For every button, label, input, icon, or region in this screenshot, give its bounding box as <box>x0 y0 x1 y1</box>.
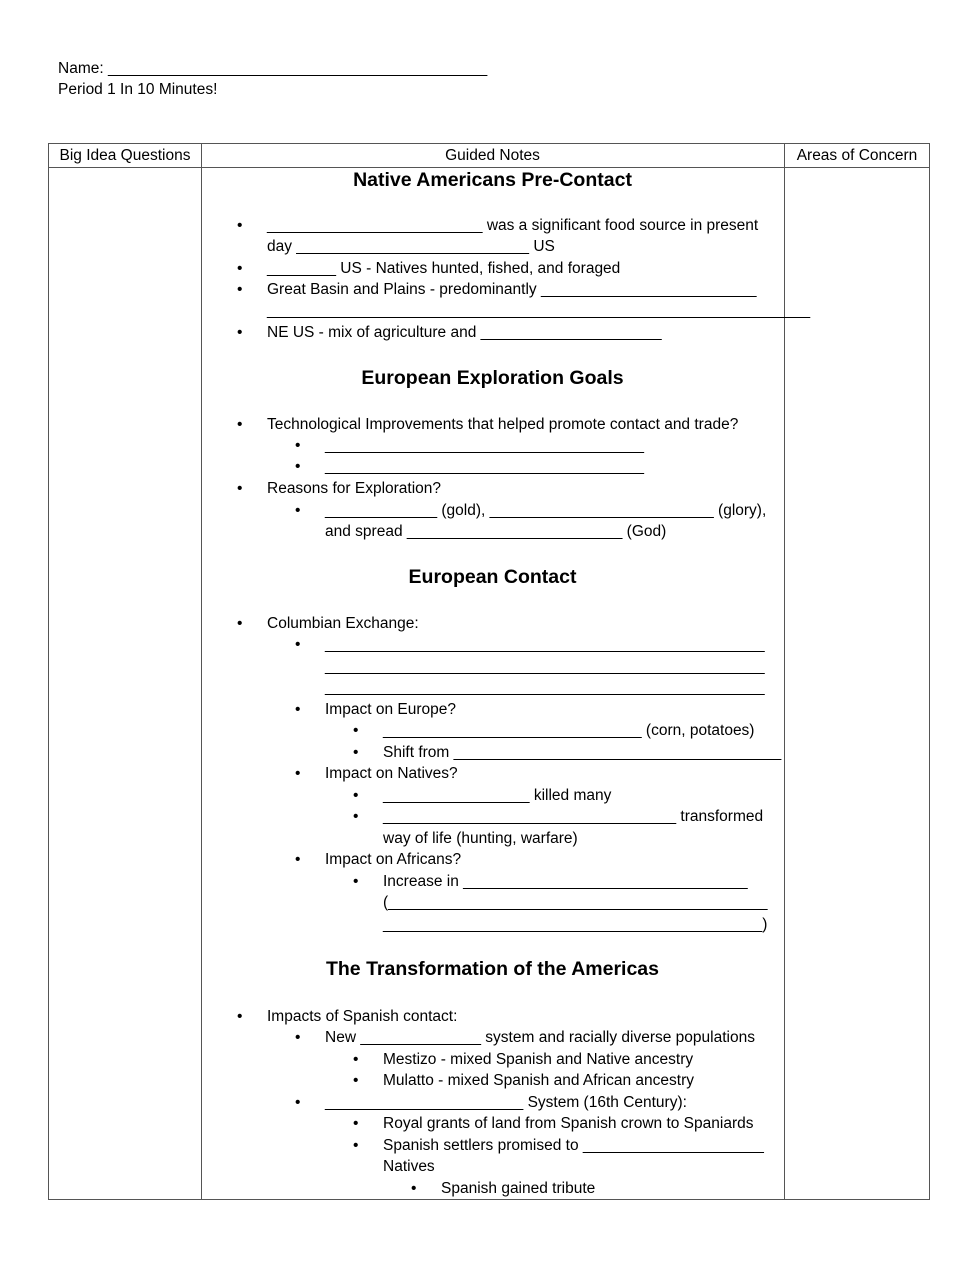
bullet: • <box>353 873 359 890</box>
name-line: Name: ____________________________________________ <box>58 60 488 77</box>
native-fill-great-basin: Great Basin and Plains - predominantly _________________________ <box>267 281 757 298</box>
contact-natives-killed: _________________ killed many <box>383 787 612 804</box>
bullet: • <box>353 744 359 761</box>
bullet: • <box>237 416 243 433</box>
exploration-tech-blank-2: _____________________________________ <box>325 458 644 475</box>
bullet: • <box>353 1137 359 1154</box>
native-fill-ne-us: NE US - mix of agriculture and _____________________ <box>267 324 662 341</box>
column-header-guided-notes: Guided Notes <box>445 147 540 164</box>
contact-africans-paren-open: (____________________________________________ <box>383 894 768 911</box>
bullet: • <box>295 502 301 519</box>
bullet: • <box>353 1072 359 1089</box>
transformation-new-system: New ______________ system and racially diverse populations <box>325 1029 755 1046</box>
section-title-transformation: The Transformation of the Americas <box>325 958 659 980</box>
bullet: • <box>237 281 243 298</box>
exploration-tech: Technological Improvements that helped promote contact and trade? <box>267 416 739 433</box>
contact-natives-transformed: __________________________________ transformed <box>383 808 764 825</box>
exploration-reasons: Reasons for Exploration? <box>267 480 442 497</box>
bullet: • <box>353 1051 359 1068</box>
bullet: • <box>237 217 243 234</box>
bullet: • <box>353 1115 359 1132</box>
native-fill-great-basin-cont: _______________________________________________________________ <box>267 302 811 319</box>
exploration-tech-blank-1: _____________________________________ <box>325 437 644 454</box>
contact-columbian-blank-2: ___________________________________________________ <box>325 658 765 675</box>
contact-columbian-blank-1: ___________________________________________________ <box>325 636 765 653</box>
contact-africans-increase: Increase in _________________________________ <box>383 873 748 890</box>
bullet: • <box>237 324 243 341</box>
bullet: • <box>237 1008 243 1025</box>
bullet: • <box>295 851 301 868</box>
bullet: • <box>295 636 301 653</box>
contact-europe-shift: Shift from ______________________________________ <box>383 744 782 761</box>
exploration-god: and spread _________________________ (God) <box>325 523 667 540</box>
bullet: • <box>295 1094 301 1111</box>
section-title-contact: European Contact <box>408 566 577 588</box>
transformation-tribute: Spanish gained tribute <box>441 1180 596 1197</box>
contact-africans-paren-close: ____________________________________________) <box>383 916 768 933</box>
section-title-native: Native Americans Pre-Contact <box>353 169 632 191</box>
column-header-areas-of-concern: Areas of Concern <box>796 147 918 164</box>
bullet: • <box>295 701 301 718</box>
native-fill-day-us: day ___________________________ US <box>267 238 555 255</box>
transformation-mulatto: Mulatto - mixed Spanish and African ancestry <box>383 1072 695 1089</box>
transformation-settlers-promised: Spanish settlers promised to _____________________ <box>383 1137 764 1154</box>
contact-impact-africans: Impact on Africans? <box>325 851 462 868</box>
bullet: • <box>353 787 359 804</box>
transformation-system-16th: _______________________ System (16th Century): <box>325 1094 687 1111</box>
contact-columbian: Columbian Exchange: <box>267 615 419 632</box>
bullet: • <box>353 722 359 739</box>
bullet: • <box>295 765 301 782</box>
transformation-natives: Natives <box>383 1158 435 1175</box>
native-fill-hunted: ________ US - Natives hunted, fished, and foraged <box>267 260 621 277</box>
exploration-gold-glory: _____________ (gold), __________________________ (glory), <box>325 502 767 519</box>
contact-columbian-blank-3: ___________________________________________________ <box>325 679 765 696</box>
transformation-mestizo: Mestizo - mixed Spanish and Native ancestry <box>383 1051 694 1068</box>
bullet: • <box>237 260 243 277</box>
period-line: Period 1 In 10 Minutes! <box>58 81 218 98</box>
contact-natives-way-of-life: way of life (hunting, warfare) <box>383 830 578 847</box>
bullet: • <box>295 437 301 454</box>
contact-impact-natives: Impact on Natives? <box>325 765 458 782</box>
transformation-royal-grants: Royal grants of land from Spanish crown to Spaniards <box>383 1115 754 1132</box>
bullet: • <box>237 480 243 497</box>
contact-impact-europe: Impact on Europe? <box>325 701 456 718</box>
contact-europe-corn: ______________________________ (corn, potatoes) <box>383 722 755 739</box>
column-header-big-idea: Big Idea Questions <box>59 147 191 164</box>
bullet: • <box>353 808 359 825</box>
bullet: • <box>295 458 301 475</box>
section-title-exploration: European Exploration Goals <box>361 367 624 389</box>
bullet: • <box>411 1180 417 1197</box>
bullet: • <box>295 1029 301 1046</box>
native-fill-food-source: _________________________ was a significant food source in present <box>267 217 759 234</box>
bullet: • <box>237 615 243 632</box>
transformation-spanish-impacts: Impacts of Spanish contact: <box>267 1008 458 1025</box>
